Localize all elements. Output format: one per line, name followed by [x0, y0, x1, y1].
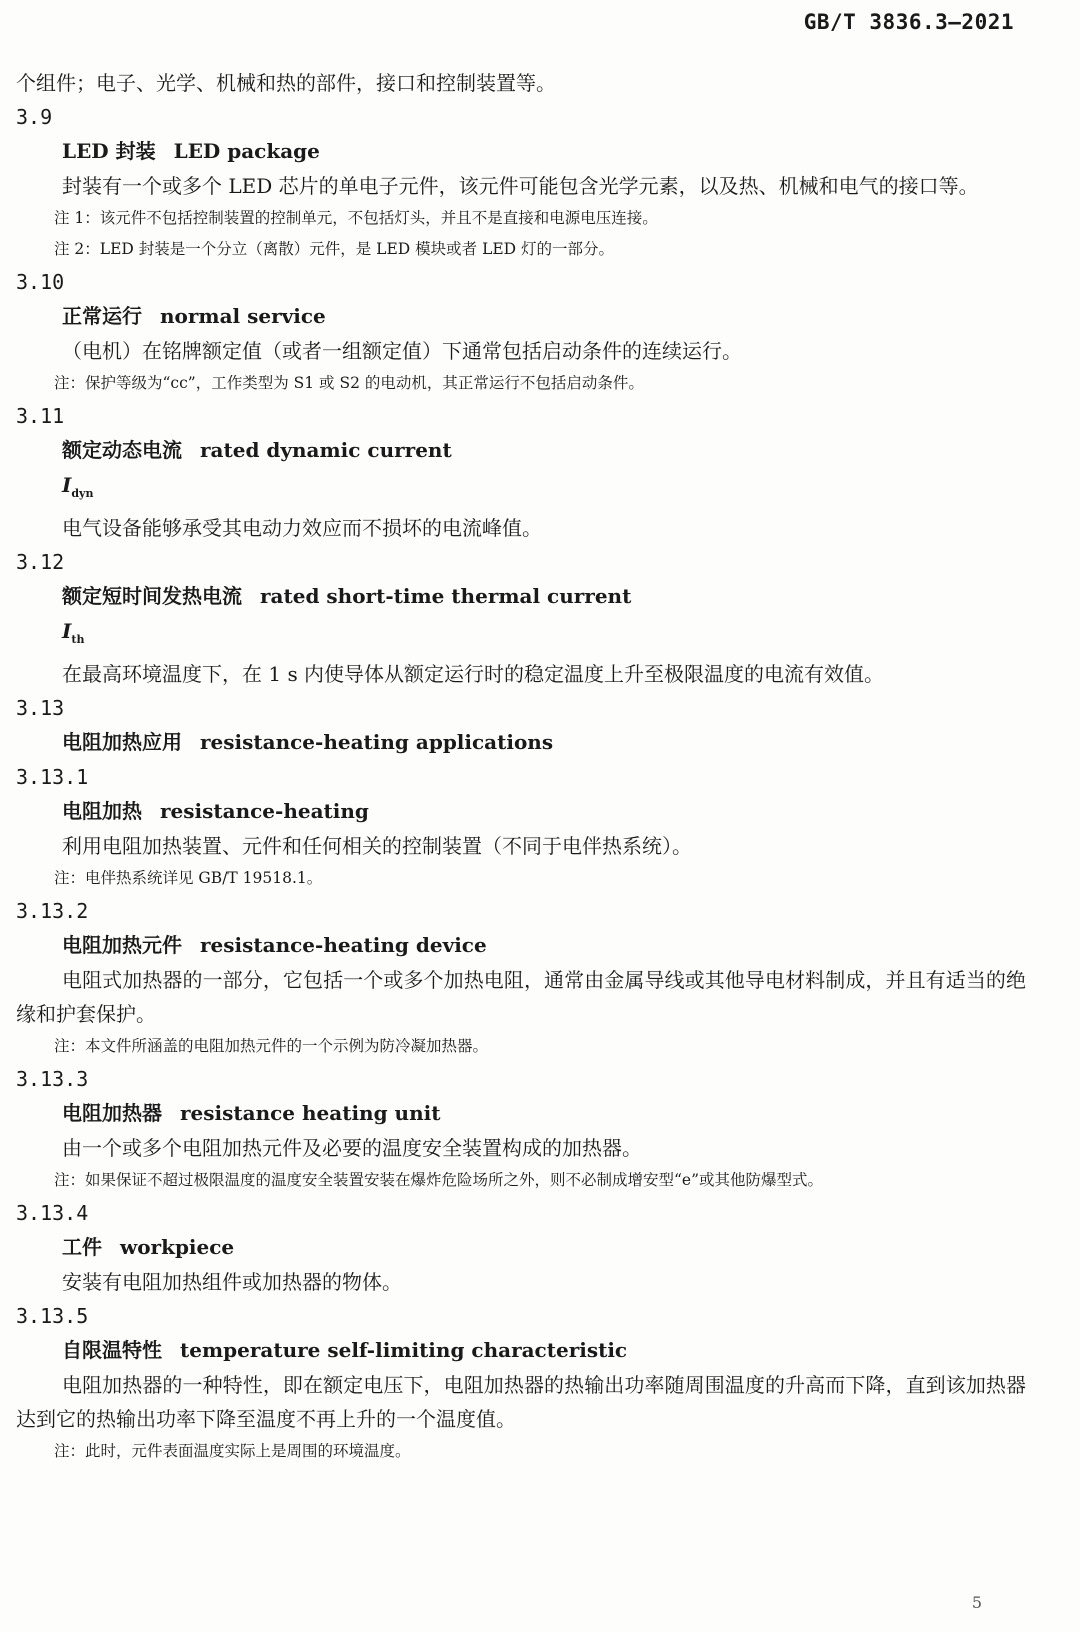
term-en: temperature self-limiting characteristic	[180, 1338, 628, 1362]
entry-3-13-4	[16, 1196, 1056, 1299]
symbol-main: I	[62, 619, 72, 643]
entry-3-11	[16, 399, 1056, 545]
term-zh: 电阻加热应用	[62, 730, 182, 754]
entry-3-10	[16, 265, 1056, 399]
term-en: LED package	[173, 139, 320, 163]
entry-note: 注：如果保证不超过极限温度的温度安全装置安装在爆炸危险场所之外，则不必制成增安型“e”或其他防爆型式。	[54, 1171, 824, 1189]
entry-3-12	[16, 545, 1056, 691]
term-en: normal service	[160, 304, 326, 328]
entry-note: 注：保护等级为“cc”，工作类型为 S1 或 S2 的电动机，其正常运行不包括启动条件。	[54, 374, 644, 392]
entry-term	[16, 1096, 1056, 1131]
symbol-subscript: dyn	[71, 487, 94, 500]
term-en: resistance-heating device	[200, 933, 487, 957]
symbol-subscript: th	[71, 633, 85, 646]
entry-term	[16, 1230, 1056, 1265]
entry-note: 注：此时，元件表面温度实际上是周围的环境温度。	[54, 1442, 411, 1460]
entry-symbol	[16, 614, 1056, 657]
entry-3-13-2	[16, 894, 1056, 1062]
term-en: workpiece	[120, 1235, 235, 1259]
entry-3-9	[16, 100, 1056, 265]
entry-definition: 由一个或多个电阻加热元件及必要的温度安全装置构成的加热器。	[62, 1136, 642, 1160]
document-body	[16, 66, 1056, 1467]
term-zh: 电阻加热元件	[62, 933, 182, 957]
entry-definition: 电气设备能够承受其电动力效应而不损坏的电流峰值。	[62, 516, 542, 540]
entry-note: 注 2：LED 封装是一个分立（离散）元件，是 LED 模块或者 LED 灯的一部分。	[54, 240, 615, 258]
entry-3-13	[16, 691, 1056, 760]
entry-definition: 封装有一个或多个 LED 芯片的单电子元件，该元件可能包含光学元素，以及热、机械和电气的接口等。	[62, 174, 979, 198]
entry-term	[16, 725, 1056, 760]
standard-id-header: GB/T 3836.3—2021	[803, 10, 1014, 34]
entry-note: 注 1：该元件不包括控制装置的控制单元，不包括灯头，并且不是直接和电源电压连接。	[54, 209, 658, 227]
entry-term	[16, 299, 1056, 334]
continued-definition-line: 个组件；电子、光学、机械和热的部件，接口和控制装置等。	[16, 71, 556, 95]
entry-term	[16, 794, 1056, 829]
entry-number: 3.13.5	[16, 1304, 89, 1328]
term-zh: 工件	[62, 1235, 102, 1259]
entry-definition: （电机）在铭牌额定值（或者一组额定值）下通常包括启动条件的连续运行。	[62, 339, 742, 363]
term-zh: 额定动态电流	[62, 438, 182, 462]
entry-number: 3.12	[16, 550, 65, 574]
entry-definition: 在最高环境温度下，在 1 s 内使导体从额定运行时的稳定温度上升至极限温度的电流有效值。	[62, 662, 885, 686]
term-zh: 电阻加热	[62, 799, 142, 823]
entry-number: 3.13.4	[16, 1201, 89, 1225]
entry-term	[16, 134, 1056, 169]
entry-symbol	[16, 468, 1056, 511]
entry-note: 注：电伴热系统详见 GB/T 19518.1。	[54, 869, 323, 887]
entry-note: 注：本文件所涵盖的电阻加热元件的一个示例为防冷凝加热器。	[54, 1037, 489, 1055]
entry-term	[16, 579, 1056, 614]
entry-definition: 利用电阻加热装置、元件和任何相关的控制装置（不同于电伴热系统）。	[62, 834, 692, 858]
entry-definition: 电阻式加热器的一部分，它包括一个或多个加热电阻，通常由金属导线或其他导电材料制成，并且有适当的绝缘和护套保护。	[16, 968, 1026, 1026]
term-en: resistance-heating	[160, 799, 369, 823]
term-zh: LED 封装	[62, 139, 156, 163]
entry-number: 3.13.2	[16, 899, 89, 923]
term-zh: 电阻加热器	[62, 1101, 162, 1125]
entry-term	[16, 928, 1056, 963]
term-zh: 正常运行	[62, 304, 142, 328]
entry-number: 3.11	[16, 404, 65, 428]
term-zh: 自限温特性	[62, 1338, 162, 1362]
entry-number: 3.13	[16, 696, 65, 720]
term-en: resistance heating unit	[180, 1101, 441, 1125]
entry-term	[16, 1333, 1056, 1368]
entry-term	[16, 433, 1056, 468]
term-en: rated short-time thermal current	[260, 584, 632, 608]
entry-definition: 电阻加热器的一种特性，即在额定电压下，电阻加热器的热输出功率随周围温度的升高而下降，直到该加热器达到它的热输出功率下降至温度不再上升的一个温度值。	[16, 1373, 1026, 1431]
entry-number: 3.13.3	[16, 1067, 89, 1091]
page-number: 5	[971, 1593, 982, 1612]
entry-number: 3.10	[16, 270, 65, 294]
entry-definition: 安装有电阻加热组件或加热器的物体。	[62, 1270, 402, 1294]
entry-3-13-3	[16, 1062, 1056, 1196]
term-en: resistance-heating applications	[200, 730, 554, 754]
entry-number: 3.13.1	[16, 765, 89, 789]
entry-number: 3.9	[16, 105, 53, 129]
symbol-main: I	[62, 473, 72, 497]
entry-3-13-1	[16, 760, 1056, 894]
term-en: rated dynamic current	[200, 438, 452, 462]
entry-3-13-5	[16, 1299, 1056, 1467]
term-zh: 额定短时间发热电流	[62, 584, 242, 608]
